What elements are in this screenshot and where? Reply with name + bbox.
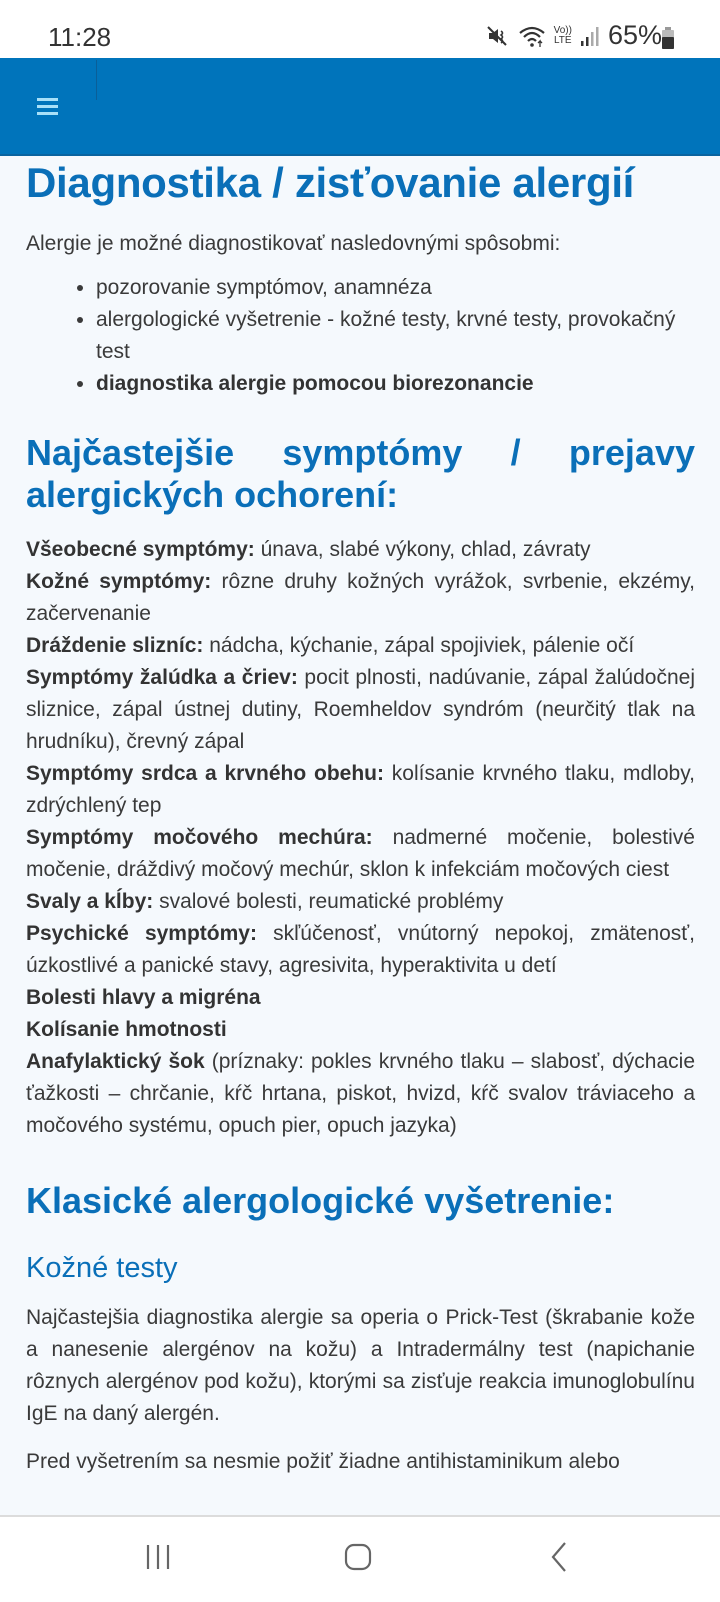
- symptom-label: Psychické symptómy:: [26, 922, 257, 945]
- symptom-text: pocit plnosti, nadúvanie, zápal žalúdočnej sliznice, zápal ústnej dutiny, Roemheldov syndróm (neurčitý tlak na hrudníku), črevný zápal: [26, 666, 695, 753]
- symptom-item: [26, 1046, 695, 1142]
- symptom-text: nádcha, kýchanie, zápal spojiviek, pálenie očí: [203, 634, 635, 657]
- list-item: [96, 368, 695, 400]
- symptom-label: Anafylaktický šok: [26, 1050, 205, 1073]
- battery-percent: 65%: [607, 20, 662, 50]
- intro-text: Alergie je možné diagnostikovať nasledovnými spôsobmi:: [26, 232, 561, 255]
- symptom-text: nadmerné močenie, bolestivé močenie, dráždivý močový mechúr, sklon k infekciám močových ciest: [26, 826, 695, 881]
- symptom-text: únava, slabé výkony, chlad, závraty: [254, 538, 591, 561]
- symptom-item: [26, 918, 695, 982]
- symptom-item: [26, 662, 695, 758]
- cut-paragraph: Pred vyšetrením sa nesmie požiť žiadne antihistaminikum alebo: [26, 1450, 620, 1473]
- volte-icon: [554, 26, 572, 46]
- symptoms-list: [26, 534, 695, 1142]
- symptom-text: kolísanie krvného tlaku, mdloby, zdrýchlený tep: [26, 762, 695, 817]
- skin-tests-heading: Kožné testy: [26, 1252, 178, 1284]
- signal-icon: [580, 25, 600, 47]
- list-item-bold: diagnostika alergie pomocou biorezonancie: [96, 372, 534, 395]
- symptom-label: Kožné symptómy:: [26, 570, 212, 593]
- symptom-label: Bolesti hlavy a migréna: [26, 986, 261, 1009]
- symptom-text: rôzne druhy kožných vyrážok, svrbenie, ekzémy, začervenanie: [26, 570, 695, 625]
- symptom-item: [26, 534, 695, 566]
- symptom-text: skľúčenosť, vnútorný nepokoj, zmätenosť, úzkostlivé a panické stavy, agresivita, hyperaktivita u detí: [26, 922, 695, 977]
- symptom-label: Symptómy srdca a krvného obehu:: [26, 762, 384, 785]
- symptom-item: [26, 982, 695, 1014]
- symptom-label: Symptómy močového mechúra:: [26, 826, 373, 849]
- status-bar: [0, 0, 720, 58]
- symptom-text: (príznaky: pokles krvného tlaku – slabosť, dýchacie ťažkosti – chrčanie, kŕč hrtana, piskot, hvizd, kŕč svalov tráviaceho a močového systému, opuch pier, opuch jazyka): [26, 1050, 695, 1137]
- skin-tests-paragraph: Najčastejšia diagnostika alergie sa operia o Prick-Test (škrabanie kože a nanesenie alergénov na kožu) a Intradermálny test (napichanie rôznych alergénov pod kožu), ktorými sa zisťuje reakcia imunoglobulínu IgE na daný alergén.: [26, 1306, 695, 1425]
- list-item: • pozorovanie symptómov, anamnéza: [96, 272, 695, 304]
- symptom-item: [26, 758, 695, 822]
- battery-icon: [662, 27, 674, 49]
- recent-apps-icon[interactable]: [128, 1535, 188, 1579]
- header-divider: [96, 60, 97, 100]
- diagnosis-methods-list: [26, 272, 695, 400]
- symptom-item: [26, 822, 695, 886]
- page-title: Diagnostika / zisťovanie alergií: [26, 159, 635, 206]
- volte-label-bottom: LTE: [553, 34, 572, 46]
- status-icons: [486, 20, 662, 51]
- symptom-label: Všeobecné symptómy:: [26, 538, 255, 561]
- symptom-item: [26, 1014, 695, 1046]
- article-content: [26, 156, 695, 1478]
- symptom-text: svalové bolesti, reumatické problémy: [153, 890, 504, 913]
- mute-icon: [486, 24, 510, 48]
- symptom-label: Symptómy žalúdka a čriev:: [26, 666, 298, 689]
- symptom-label: Kolísanie hmotnosti: [26, 1018, 227, 1041]
- system-nav-bar: [0, 1515, 720, 1602]
- symptoms-heading-line1: Najčastejšie symptómy / prejavy: [26, 432, 695, 473]
- back-icon[interactable]: [530, 1535, 590, 1579]
- wifi-icon: [518, 24, 546, 48]
- home-icon[interactable]: [328, 1535, 388, 1579]
- hamburger-menu-icon[interactable]: [37, 98, 59, 116]
- symptom-label: Svaly a kĺby:: [26, 890, 154, 913]
- list-item: • alergologické vyšetrenie - kožné testy, krvné testy, provokačný test: [96, 304, 695, 368]
- status-time: 11:28: [48, 22, 112, 52]
- symptom-item: [26, 886, 695, 918]
- volte-label-top: Vo)): [553, 24, 572, 36]
- symptom-item: [26, 630, 695, 662]
- symptoms-heading-line2: alergických ochorení:: [26, 474, 399, 515]
- symptom-label: Dráždenie slizníc:: [26, 634, 204, 657]
- classic-exam-heading: Klasické alergologické vyšetrenie:: [26, 1180, 615, 1221]
- site-header: [0, 58, 720, 156]
- symptom-item: [26, 566, 695, 630]
